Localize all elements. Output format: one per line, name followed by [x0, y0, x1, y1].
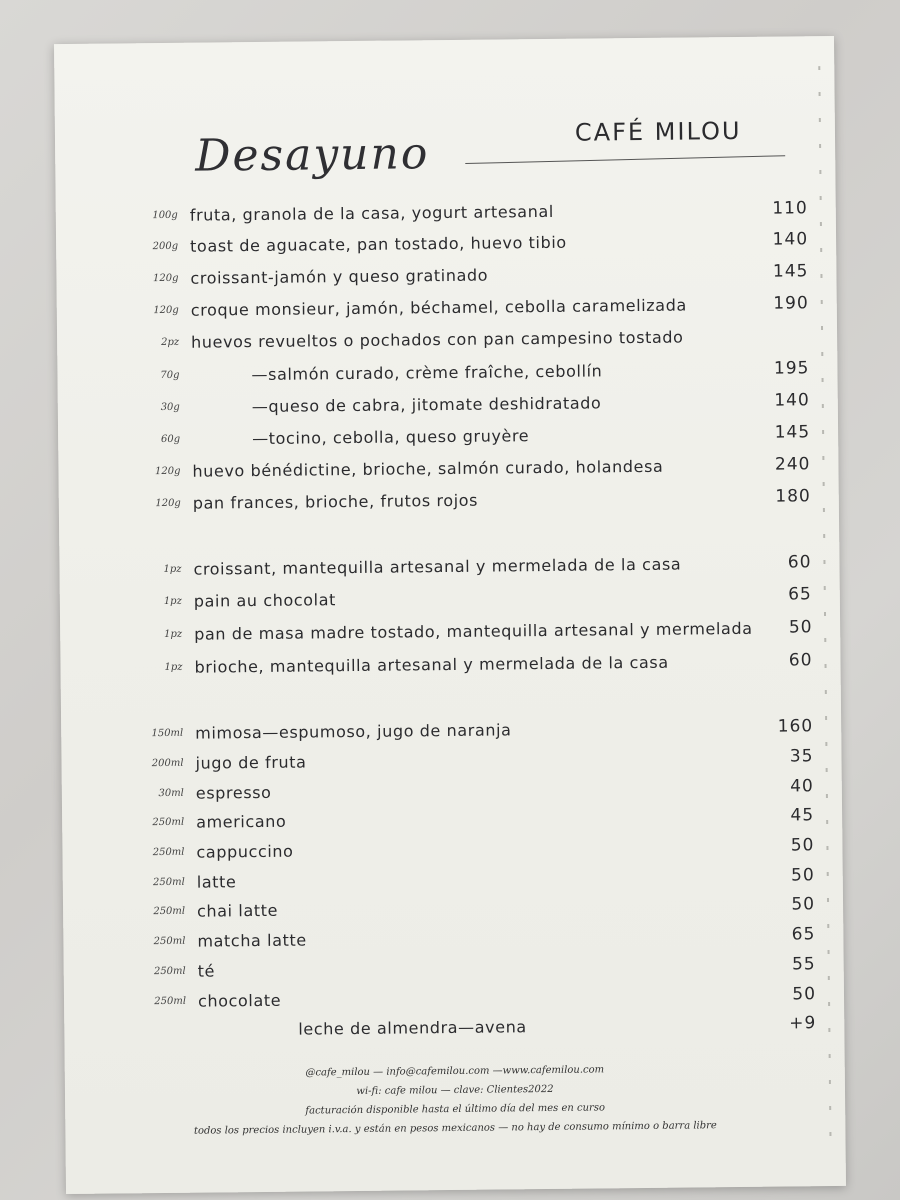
menu-item-option: [98, 388, 810, 419]
item-portion: [104, 1030, 198, 1031]
menu-item: [99, 550, 811, 581]
menu-item: [97, 291, 809, 322]
item-name: huevo bénédictine, brioche, salmón curado, holandesa: [192, 456, 664, 481]
item-portion: 120g: [154, 465, 181, 477]
item-price: 65: [788, 584, 812, 605]
menu-footer: [105, 1058, 806, 1141]
title-underline: [465, 155, 785, 164]
item-name: toast de aguacate, pan tostado, huevo tibio: [190, 232, 567, 256]
item-name: pan de masa madre tostado, mantequilla artesanal y mermelada: [194, 618, 753, 644]
item-portion: 100g: [152, 209, 178, 221]
item-name: —queso de cabra, jitomate deshidratado: [251, 392, 602, 416]
menu-item-option: [98, 420, 810, 451]
footer-contact: @cafe_milou — info@cafemilou.com —www.cafemilou.com: [305, 1064, 605, 1079]
item-price: 195: [773, 358, 810, 379]
item-name: té: [197, 960, 216, 981]
item-portion: 30g: [160, 401, 180, 413]
item-price: 240: [774, 454, 811, 475]
item-portion: 200g: [152, 240, 179, 252]
item-name: cappuccino: [196, 841, 294, 862]
item-price: +9: [789, 1013, 817, 1034]
item-name: fruta, granola de la casa, yogurt artesanal: [189, 201, 554, 225]
item-portion: 250ml: [153, 965, 186, 977]
item-portion: 120g: [155, 497, 181, 509]
menu-item: [104, 982, 816, 1013]
menu-item: [100, 648, 812, 679]
item-portion: 60g: [160, 433, 181, 445]
item-portion: 1pz: [164, 661, 183, 673]
perforated-edge: [818, 66, 831, 1156]
menu-item: [103, 892, 815, 923]
item-portion: 1pz: [163, 595, 182, 607]
item-portion: 250ml: [152, 816, 185, 828]
item-price: 50: [792, 984, 817, 1005]
item-price: 50: [791, 894, 816, 915]
menu-item: [100, 615, 812, 646]
item-price: 55: [791, 954, 816, 975]
item-portion: 120g: [153, 304, 179, 316]
brand-logo: CAFÉ MILOU: [574, 116, 742, 147]
item-name: pain au chocolat: [193, 589, 337, 611]
item-price: 50: [788, 617, 813, 638]
item-name: leche de almendra—avena: [298, 1016, 527, 1039]
item-price: 190: [773, 293, 809, 314]
item-name: croissant, mantequilla artesanal y mermelada de la casa: [193, 554, 682, 579]
menu-item: [103, 863, 815, 894]
item-name: latte: [196, 871, 237, 892]
item-price: 60: [788, 650, 813, 671]
menu-item-extra: [104, 1011, 816, 1042]
item-name: croque monsieur, jamón, béchamel, cebolla caramelizada: [190, 295, 687, 320]
item-name: espresso: [195, 782, 272, 803]
item-price: 40: [790, 776, 814, 797]
item-price: 35: [789, 746, 814, 767]
item-price: 145: [774, 422, 811, 443]
item-price: 180: [775, 486, 811, 507]
item-price: 140: [772, 229, 809, 250]
item-portion: 250ml: [154, 995, 187, 1007]
menu-item: [102, 774, 814, 805]
item-price: 45: [790, 805, 815, 826]
footer-notice: todos los precios incluyen i.v.a. y están en pesos mexicanos — no hay de consumo mínimo o barra libre: [193, 1120, 717, 1137]
item-name: jugo de fruta: [195, 752, 307, 773]
item-name: huevos revueltos o pochados con pan campesino tostado: [191, 327, 684, 352]
item-price: 60: [787, 552, 812, 573]
menu-item: [96, 196, 808, 227]
item-price: 50: [790, 835, 815, 856]
menu-item: [100, 582, 812, 613]
item-price: 50: [791, 865, 815, 886]
item-portion: 1pz: [164, 628, 183, 640]
item-portion: 1pz: [163, 563, 182, 575]
menu-item: [97, 323, 809, 354]
footer-billing: facturación disponible hasta el último día del mes en curso: [305, 1102, 606, 1117]
item-portion: 30ml: [158, 787, 184, 799]
item-price: [749, 335, 809, 336]
menu-item: [104, 952, 816, 983]
item-price: 140: [774, 390, 810, 411]
item-portion: 120g: [152, 272, 179, 284]
menu-item: [96, 227, 808, 258]
menu-title: Desayuno: [194, 128, 430, 182]
menu-item: [98, 452, 810, 483]
item-price: 145: [772, 261, 809, 282]
item-name: brioche, mantequilla artesanal y mermelada de la casa: [194, 652, 669, 677]
menu-item: [96, 259, 808, 290]
item-name: chai latte: [196, 900, 279, 921]
item-portion: 250ml: [153, 935, 186, 947]
item-name: matcha latte: [197, 930, 307, 951]
item-portion: 2pz: [161, 336, 180, 348]
item-portion: 70g: [160, 369, 180, 381]
item-price: 110: [772, 198, 808, 219]
item-portion: 250ml: [152, 846, 185, 858]
item-name: pan frances, brioche, frutos rojos: [192, 490, 479, 513]
footer-wifi: wi-fi: cafe milou — clave: Clientes2022: [356, 1083, 554, 1098]
menu-item: [102, 803, 814, 834]
menu-item-option: [97, 356, 809, 387]
menu-item: [99, 484, 811, 515]
item-price: 160: [777, 716, 814, 737]
item-name: —tocino, cebolla, queso gruyère: [252, 425, 530, 448]
menu-item: [103, 922, 815, 953]
item-name: mimosa—espumoso, jugo de naranja: [195, 719, 512, 743]
item-name: croissant-jamón y queso gratinado: [190, 265, 489, 288]
item-portion: 150ml: [151, 727, 184, 739]
menu-sheet: [54, 36, 846, 1194]
item-name: chocolate: [197, 990, 282, 1011]
item-price: 65: [791, 924, 816, 945]
item-portion: 250ml: [152, 876, 185, 888]
menu-item: [101, 714, 813, 745]
item-name: americano: [196, 811, 287, 832]
item-portion: 250ml: [153, 905, 186, 917]
menu-item: [102, 833, 814, 864]
item-name: —salmón curado, crème fraîche, cebollín: [251, 360, 603, 384]
item-portion: 200ml: [151, 757, 184, 769]
menu-item: [101, 744, 813, 775]
